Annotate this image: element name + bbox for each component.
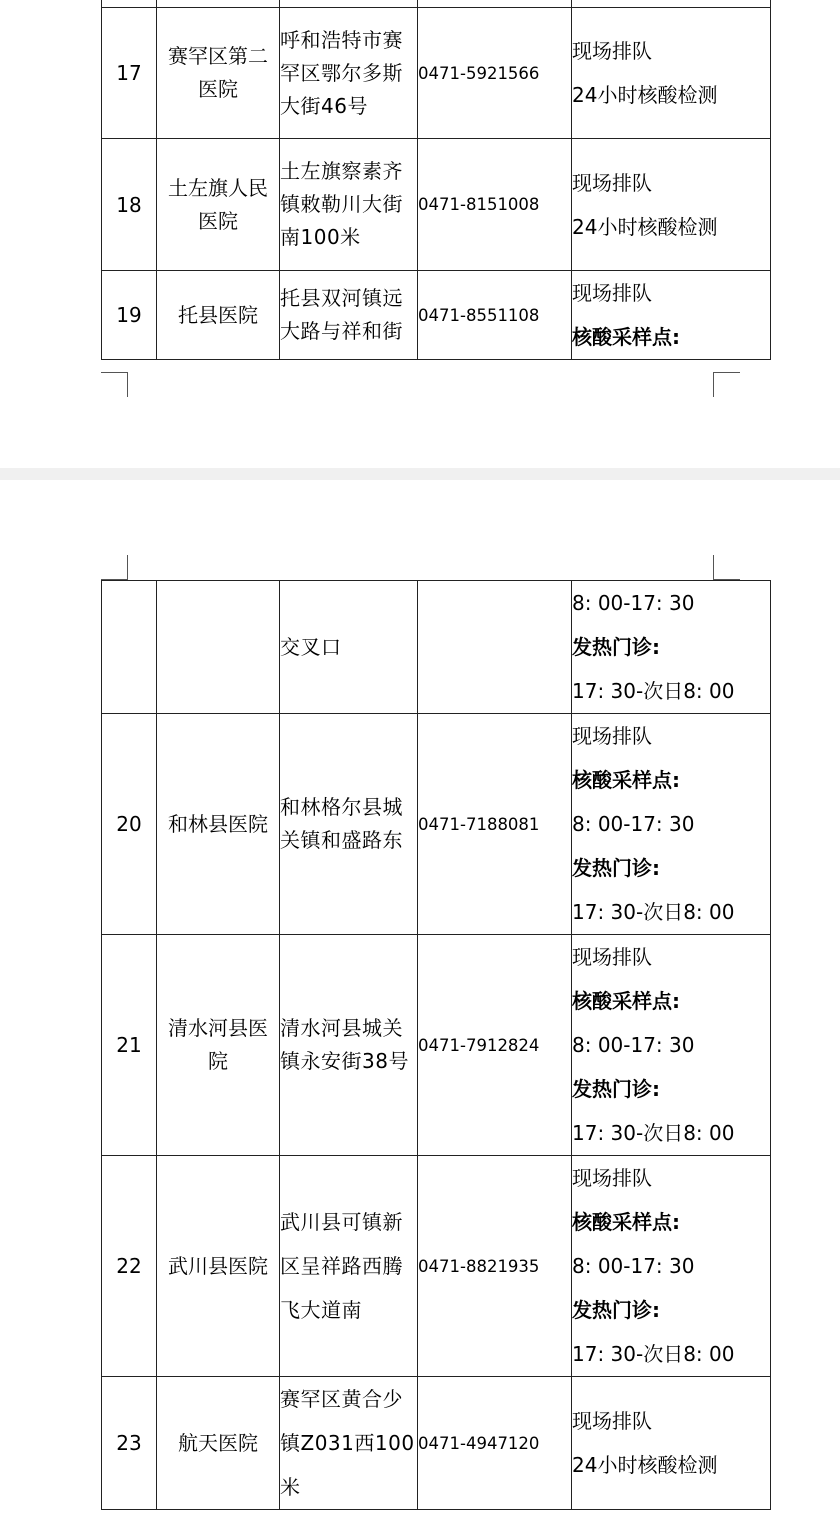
table-row	[102, 271, 771, 360]
hospital-name: 土左旗人民 医院	[157, 139, 280, 271]
table-row	[102, 0, 771, 8]
hospital-table-top	[101, 0, 771, 360]
row-number	[102, 581, 157, 714]
hospital-address: 呼和浩特市赛 罕区鄂尔多斯 大街46号	[280, 8, 418, 139]
table-row	[102, 1156, 771, 1377]
hospital-phone: 0471-5921566	[418, 8, 572, 139]
hospital-address: 土左旗察素齐 镇敕勒川大街 南100米	[280, 139, 418, 271]
crop-mark-bottom-left	[101, 372, 128, 397]
hospital-address: 交叉口	[280, 581, 418, 714]
hospital-name: 清水河县医 院	[157, 935, 280, 1156]
crop-mark-top-right	[713, 555, 740, 580]
table-body-top	[102, 0, 771, 360]
row-number: 22	[102, 1156, 157, 1377]
service-notes: 现场排队 24小时核酸检测	[572, 139, 771, 271]
hospital-name: 航天医院	[157, 1377, 280, 1510]
service-notes: 现场排队 核酸采样点:	[572, 271, 771, 360]
hospital-phone: 0471-8821935	[418, 1156, 572, 1377]
hospital-phone: 0471-8551108	[418, 271, 572, 360]
hospital-phone: 0471-4947120	[418, 1377, 572, 1510]
hospital-address: 武川县可镇新 区呈祥路西腾 飞大道南	[280, 1156, 418, 1377]
row-number: 23	[102, 1377, 157, 1510]
table-row	[102, 935, 771, 1156]
hospital-name: 和林县医院	[157, 714, 280, 935]
hospital-table-bottom	[101, 580, 771, 1510]
table-row	[102, 714, 771, 935]
hospital-address: 托县双河镇远 大路与祥和街	[280, 271, 418, 360]
row-number: 18	[102, 139, 157, 271]
table-row	[102, 139, 771, 271]
hospital-name	[157, 581, 280, 714]
hospital-name: 赛罕区第二 医院	[157, 8, 280, 139]
service-notes: 现场排队 24小时核酸检测	[572, 8, 771, 139]
table-body-bottom	[102, 581, 771, 1510]
service-notes: 现场排队 24小时核酸检测	[572, 1377, 771, 1510]
hospital-phone: 0471-8151008	[418, 139, 572, 271]
service-notes: 8: 00-17: 30 发热门诊: 17: 30-次日8: 00	[572, 581, 771, 714]
service-notes: 现场排队 核酸采样点: 8: 00-17: 30 发热门诊: 17: 30-次日8: 00	[572, 935, 771, 1156]
hospital-address: 和林格尔县城 关镇和盛路东	[280, 714, 418, 935]
row-number: 17	[102, 8, 157, 139]
crop-mark-top-left	[101, 555, 128, 580]
page-separator	[0, 468, 840, 480]
service-notes: 现场排队 核酸采样点: 8: 00-17: 30 发热门诊: 17: 30-次日8: 00	[572, 714, 771, 935]
hospital-phone: 0471-7912824	[418, 935, 572, 1156]
row-number: 20	[102, 714, 157, 935]
table-row	[102, 581, 771, 714]
hospital-address: 清水河县城关 镇永安街38号	[280, 935, 418, 1156]
hospital-phone: 0471-7188081	[418, 714, 572, 935]
service-notes: 现场排队 核酸采样点: 8: 00-17: 30 发热门诊: 17: 30-次日8: 00	[572, 1156, 771, 1377]
hospital-address: 赛罕区黄合少 镇Z031西100 米	[280, 1377, 418, 1510]
table-row	[102, 1377, 771, 1510]
hospital-phone	[418, 581, 572, 714]
row-number: 21	[102, 935, 157, 1156]
crop-mark-bottom-right	[713, 372, 740, 397]
table-row	[102, 8, 771, 139]
row-number: 19	[102, 271, 157, 360]
hospital-name: 武川县医院	[157, 1156, 280, 1377]
hospital-name: 托县医院	[157, 271, 280, 360]
